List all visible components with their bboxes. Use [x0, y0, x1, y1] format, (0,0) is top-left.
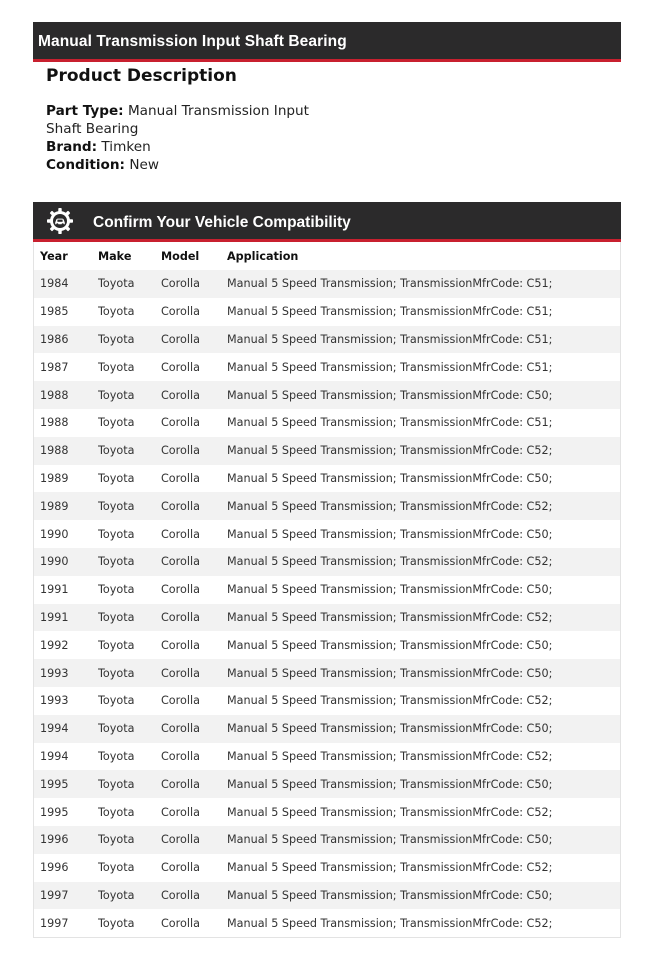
table-row [34, 381, 620, 409]
cell-application: Manual 5 Speed Transmission; TransmissionMfrCode: C50; [227, 715, 620, 743]
table-row [34, 492, 620, 520]
cell-year: 1991 [34, 576, 98, 604]
brand-label: Brand: [46, 139, 98, 155]
cell-application: Manual 5 Speed Transmission; TransmissionMfrCode: C51; [227, 409, 620, 437]
cell-model: Corolla [161, 520, 227, 548]
table-row [34, 826, 620, 854]
cell-year: 1988 [34, 409, 98, 437]
cell-application: Manual 5 Speed Transmission; TransmissionMfrCode: C52; [227, 548, 620, 576]
cell-application: Manual 5 Speed Transmission; TransmissionMfrCode: C50; [227, 631, 620, 659]
table-row [34, 353, 620, 381]
cell-model: Corolla [161, 353, 227, 381]
cell-make: Toyota [98, 909, 161, 937]
cell-year: 1996 [34, 854, 98, 882]
cell-model: Corolla [161, 659, 227, 687]
table-row [34, 743, 620, 771]
cell-year: 1988 [34, 437, 98, 465]
cell-model: Corolla [161, 576, 227, 604]
table-row [34, 687, 620, 715]
table-row [34, 798, 620, 826]
cell-application: Manual 5 Speed Transmission; TransmissionMfrCode: C50; [227, 826, 620, 854]
cell-application: Manual 5 Speed Transmission; TransmissionMfrCode: C50; [227, 465, 620, 493]
cell-year: 1984 [34, 270, 98, 298]
compatibility-title: Confirm Your Vehicle Compatibility [93, 214, 351, 231]
cell-model: Corolla [161, 631, 227, 659]
cell-make: Toyota [98, 353, 161, 381]
cell-model: Corolla [161, 492, 227, 520]
table-row [34, 882, 620, 910]
cell-model: Corolla [161, 437, 227, 465]
page-title: Manual Transmission Input Shaft Bearing [38, 33, 347, 50]
table-header-row [34, 242, 620, 270]
cell-model: Corolla [161, 381, 227, 409]
cell-make: Toyota [98, 326, 161, 354]
table-row [34, 409, 620, 437]
cell-year: 1988 [34, 381, 98, 409]
cell-model: Corolla [161, 743, 227, 771]
cell-application: Manual 5 Speed Transmission; TransmissionMfrCode: C52; [227, 743, 620, 771]
cell-application: Manual 5 Speed Transmission; TransmissionMfrCode: C50; [227, 659, 620, 687]
cell-model: Corolla [161, 854, 227, 882]
part-type-label: Part Type: [46, 103, 124, 119]
cell-model: Corolla [161, 826, 227, 854]
cell-year: 1997 [34, 882, 98, 910]
gear-car-icon [46, 207, 74, 235]
part-type-value: Manual Transmission Input Shaft Bearing [46, 103, 310, 137]
cell-application: Manual 5 Speed Transmission; TransmissionMfrCode: C51; [227, 298, 620, 326]
table-row [34, 298, 620, 326]
cell-application: Manual 5 Speed Transmission; TransmissionMfrCode: C50; [227, 576, 620, 604]
cell-make: Toyota [98, 465, 161, 493]
condition-row [46, 156, 326, 174]
cell-model: Corolla [161, 465, 227, 493]
cell-model: Corolla [161, 270, 227, 298]
cell-model: Corolla [161, 882, 227, 910]
condition-value: New [129, 157, 159, 173]
table-row [34, 631, 620, 659]
cell-make: Toyota [98, 854, 161, 882]
cell-make: Toyota [98, 826, 161, 854]
cell-make: Toyota [98, 798, 161, 826]
product-description [46, 64, 326, 174]
cell-year: 1990 [34, 520, 98, 548]
table-row [34, 548, 620, 576]
cell-year: 1995 [34, 798, 98, 826]
table-row [34, 576, 620, 604]
cell-make: Toyota [98, 631, 161, 659]
cell-make: Toyota [98, 492, 161, 520]
table-row [34, 854, 620, 882]
cell-make: Toyota [98, 548, 161, 576]
cell-model: Corolla [161, 298, 227, 326]
cell-make: Toyota [98, 520, 161, 548]
cell-application: Manual 5 Speed Transmission; TransmissionMfrCode: C51; [227, 326, 620, 354]
table-row [34, 770, 620, 798]
cell-year: 1987 [34, 353, 98, 381]
cell-model: Corolla [161, 604, 227, 632]
cell-application: Manual 5 Speed Transmission; TransmissionMfrCode: C50; [227, 520, 620, 548]
table-body [34, 270, 620, 937]
condition-label: Condition: [46, 157, 125, 173]
cell-make: Toyota [98, 770, 161, 798]
brand-row [46, 138, 326, 156]
cell-year: 1991 [34, 604, 98, 632]
cell-model: Corolla [161, 326, 227, 354]
cell-application: Manual 5 Speed Transmission; TransmissionMfrCode: C52; [227, 492, 620, 520]
cell-application: Manual 5 Speed Transmission; TransmissionMfrCode: C51; [227, 270, 620, 298]
table-row [34, 465, 620, 493]
cell-model: Corolla [161, 409, 227, 437]
table-row [34, 909, 620, 937]
table-row [34, 437, 620, 465]
part-type-row [46, 102, 326, 138]
cell-model: Corolla [161, 909, 227, 937]
cell-application: Manual 5 Speed Transmission; TransmissionMfrCode: C50; [227, 381, 620, 409]
column-header-application: Application [227, 242, 620, 270]
cell-model: Corolla [161, 548, 227, 576]
cell-year: 1993 [34, 687, 98, 715]
cell-application: Manual 5 Speed Transmission; TransmissionMfrCode: C52; [227, 604, 620, 632]
cell-year: 1996 [34, 826, 98, 854]
column-header-make: Make [98, 242, 161, 270]
cell-application: Manual 5 Speed Transmission; TransmissionMfrCode: C52; [227, 909, 620, 937]
cell-make: Toyota [98, 576, 161, 604]
cell-application: Manual 5 Speed Transmission; TransmissionMfrCode: C50; [227, 770, 620, 798]
cell-year: 1993 [34, 659, 98, 687]
cell-make: Toyota [98, 743, 161, 771]
cell-year: 1994 [34, 743, 98, 771]
cell-year: 1995 [34, 770, 98, 798]
cell-application: Manual 5 Speed Transmission; TransmissionMfrCode: C52; [227, 687, 620, 715]
cell-year: 1992 [34, 631, 98, 659]
cell-model: Corolla [161, 798, 227, 826]
cell-year: 1990 [34, 548, 98, 576]
table-row [34, 270, 620, 298]
cell-application: Manual 5 Speed Transmission; TransmissionMfrCode: C50; [227, 882, 620, 910]
table-row [34, 715, 620, 743]
cell-year: 1994 [34, 715, 98, 743]
table-row [34, 520, 620, 548]
cell-make: Toyota [98, 659, 161, 687]
cell-model: Corolla [161, 770, 227, 798]
table-row [34, 604, 620, 632]
cell-model: Corolla [161, 687, 227, 715]
description-heading: Product Description [46, 66, 237, 86]
cell-year: 1986 [34, 326, 98, 354]
cell-application: Manual 5 Speed Transmission; TransmissionMfrCode: C52; [227, 798, 620, 826]
cell-year: 1989 [34, 492, 98, 520]
description-rows [46, 102, 326, 174]
compatibility-table-container [33, 242, 621, 938]
cell-make: Toyota [98, 270, 161, 298]
cell-make: Toyota [98, 381, 161, 409]
cell-make: Toyota [98, 715, 161, 743]
cell-year: 1997 [34, 909, 98, 937]
cell-application: Manual 5 Speed Transmission; TransmissionMfrCode: C51; [227, 353, 620, 381]
cell-application: Manual 5 Speed Transmission; TransmissionMfrCode: C52; [227, 854, 620, 882]
brand-value: Timken [101, 139, 151, 155]
cell-model: Corolla [161, 715, 227, 743]
cell-year: 1989 [34, 465, 98, 493]
cell-make: Toyota [98, 437, 161, 465]
compatibility-table [34, 242, 620, 937]
column-header-model: Model [161, 242, 227, 270]
cell-make: Toyota [98, 687, 161, 715]
title-bar [33, 22, 621, 62]
cell-make: Toyota [98, 604, 161, 632]
cell-make: Toyota [98, 298, 161, 326]
cell-application: Manual 5 Speed Transmission; TransmissionMfrCode: C52; [227, 437, 620, 465]
table-row [34, 659, 620, 687]
compatibility-header [33, 202, 621, 242]
cell-make: Toyota [98, 409, 161, 437]
table-row [34, 326, 620, 354]
cell-year: 1985 [34, 298, 98, 326]
cell-make: Toyota [98, 882, 161, 910]
column-header-year: Year [34, 242, 98, 270]
